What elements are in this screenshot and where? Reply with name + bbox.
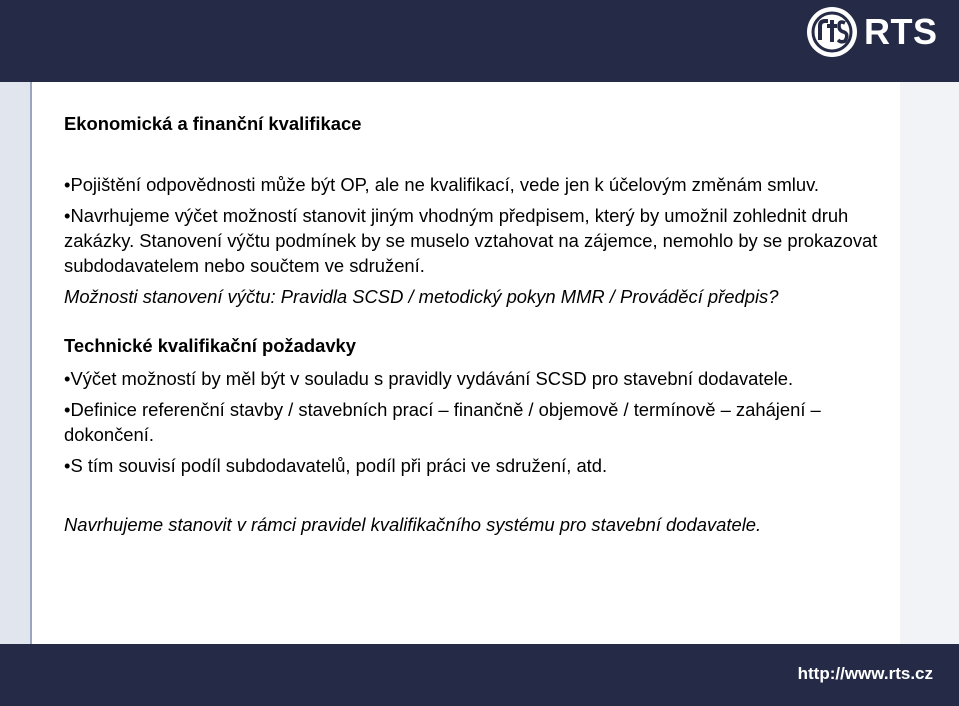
rts-logo: [806, 6, 938, 58]
section1-bullet-1: •Pojištění odpovědnosti může být OP, ale ne kvalifikací, vede jen k účelovým změnám smluv.: [64, 174, 820, 195]
section1-italic-note: Možnosti stanovení výčtu: Pravidla SCSD / metodický pokyn MMR / Prováděcí předpis?: [64, 286, 779, 307]
right-decor-strip: [900, 82, 959, 644]
conclusion-text: Navrhujeme stanovit v rámci pravidel kvalifikačního systému pro stavební dodavatele.: [64, 514, 762, 535]
footer-url-link[interactable]: http://www.rts.cz: [797, 664, 933, 683]
section1-heading: Ekonomická a finanční kvalifikace: [64, 113, 362, 134]
logo-text: RTS: [864, 11, 938, 52]
section2-bullet-2: •Definice referenční stavby / stavebních prací – finančně / objemově / termínově – zahájení – dokončení.: [64, 399, 821, 445]
section2-bullet-3: •S tím souvisí podíl subdodavatelů, podíl při práci ve sdružení, atd.: [64, 455, 608, 476]
section2-bullet-1: •Výčet možností by měl být v souladu s pravidly vydávání SCSD pro stavební dodavatele.: [64, 368, 794, 389]
rts-logo-icon: [806, 6, 858, 58]
slide-content: [64, 111, 894, 537]
header-band: [0, 0, 959, 82]
left-decor-line: [30, 82, 32, 644]
section2-heading: Technické kvalifikační požadavky: [64, 335, 357, 356]
section1-bullet-2: •Navrhujeme výčet možností stanovit jiným vhodným předpisem, který by umožnil zohlednit druh zakázky. Stanovení výčtu podmínek by se muselo vztahovat na zájemce, nemohlo by se prokazovat subdodavatelem nebo součtem ve sdružení.: [64, 205, 878, 276]
left-decor-strip: [0, 82, 30, 644]
